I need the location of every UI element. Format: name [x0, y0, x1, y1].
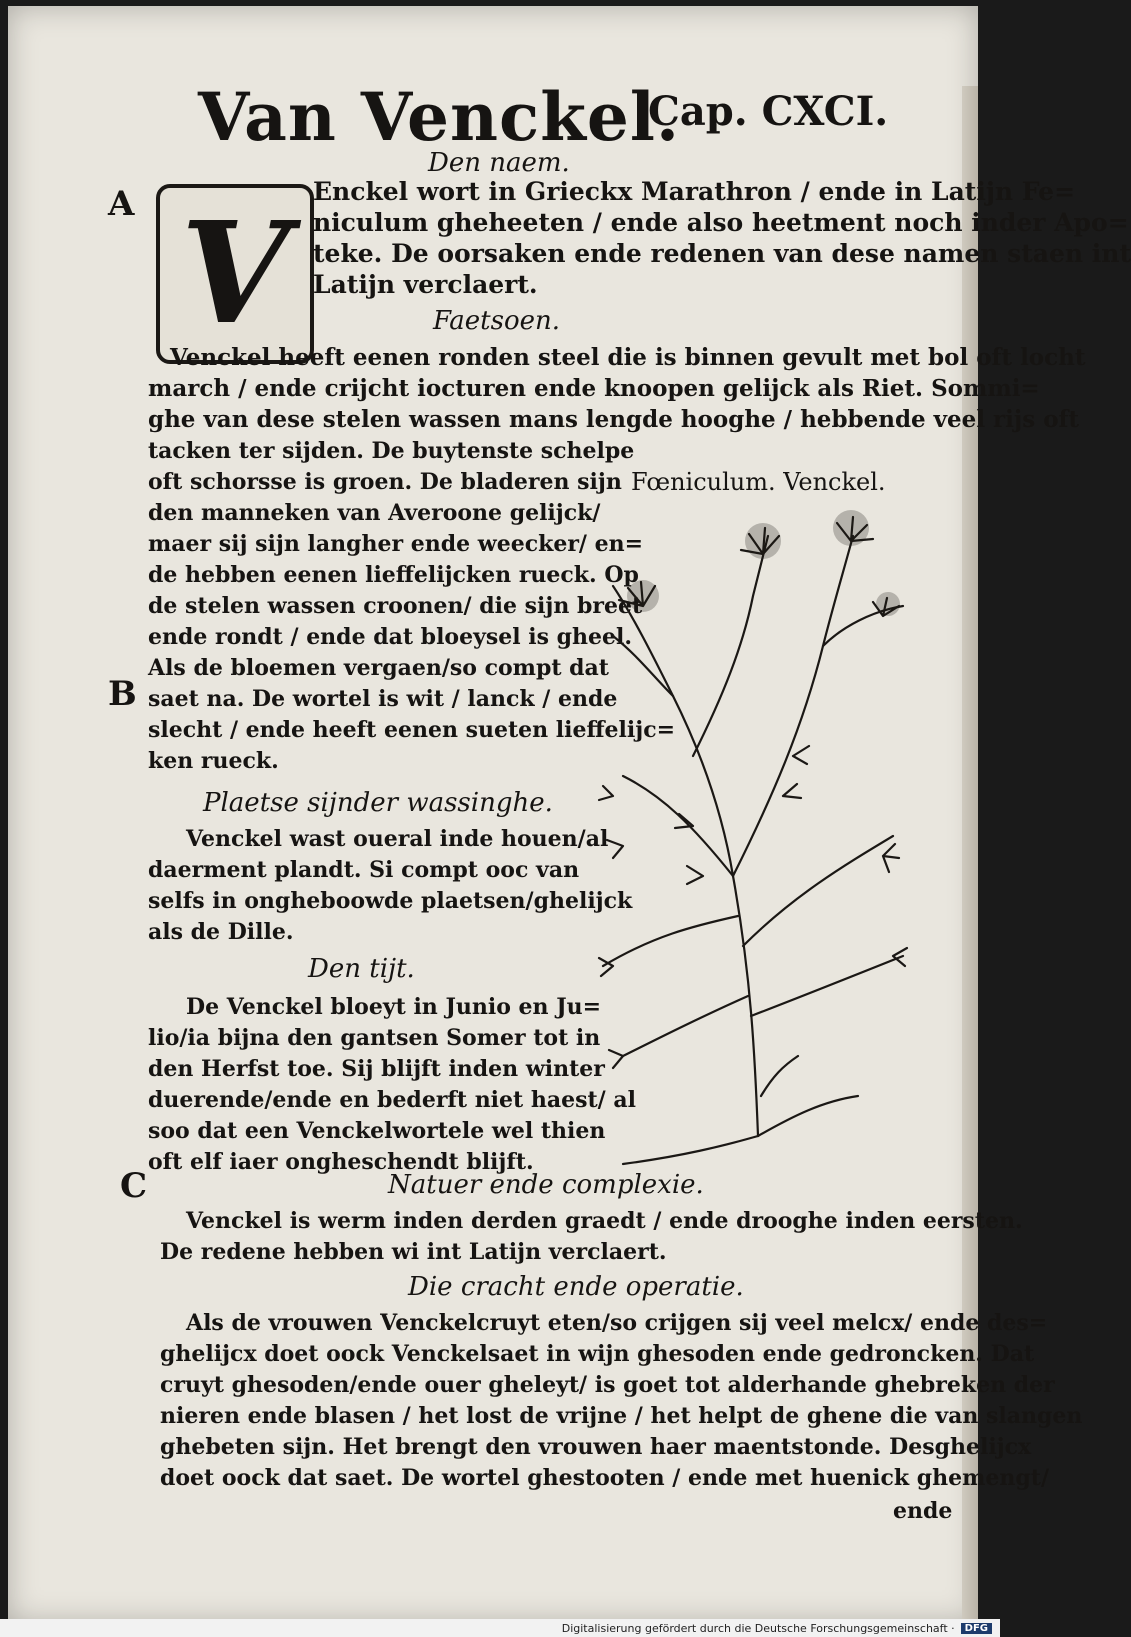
- tijt-line-4: duerende/ende en bederft niet haest/ al: [148, 1087, 636, 1113]
- faetsoen-wide-line-1: Venckel heeft eenen ronden steel die is binnen gevult met bol oft locht: [170, 344, 1086, 371]
- faetsoen-line-7: ende rondt / ende dat bloeysel is gheel.: [148, 624, 633, 650]
- faetsoen-line-1: tacken ter sijden. De buytenste schelpe: [148, 438, 635, 464]
- naem-line-4: Latijn verclaert.: [313, 270, 538, 299]
- chapter-number: Cap. CXCI.: [648, 88, 889, 135]
- tijt-line-6: oft elf iaer ongheschendt blijft.: [148, 1149, 534, 1175]
- plaetse-line-2: daerment plandt. Si compt ooc van: [148, 857, 580, 883]
- tijt-line-3: den Herfst toe. Sij blijft inden winter: [148, 1056, 605, 1082]
- margin-letter-c: C: [120, 1166, 148, 1206]
- margin-letter-a: A: [108, 184, 135, 224]
- catchword: ende: [893, 1498, 953, 1524]
- faetsoen-line-9: saet na. De wortel is wit / lanck / ende: [148, 686, 618, 712]
- plaetse-line-4: als de Dille.: [148, 919, 294, 945]
- faetsoen-line-5: de hebben eenen lieffelijcken rueck. Op: [148, 562, 639, 588]
- tijt-line-2: lio/ia bijna den gantsen Somer tot in: [148, 1025, 601, 1051]
- book-page: [8, 6, 1131, 1623]
- cracht-line-3: cruyt ghesoden/ende ouer gheleyt/ is goet tot alderhande ghebreken der: [160, 1372, 1055, 1398]
- heading-faetsoen: Faetsoen.: [433, 306, 561, 336]
- faetsoen-wide-line-2: march / ende crijcht iocturen ende knoopen gelijck als Riet. Sommi=: [148, 375, 1040, 402]
- faetsoen-line-4: maer sij sijn langher ende weecker/ en=: [148, 531, 644, 557]
- chapter-title: Van Venckel.: [198, 78, 680, 156]
- heading-tijt: Den tijt.: [308, 954, 415, 984]
- margin-letter-b: B: [108, 674, 137, 714]
- tijt-line-1: De Venckel bloeyt in Junio en Ju=: [186, 994, 602, 1020]
- heading-natuer: Natuer ende complexie.: [388, 1170, 704, 1200]
- cracht-line-1: Als de vrouwen Venckelcruyt eten/so crijgen sij veel melcx/ ende des=: [186, 1310, 1048, 1336]
- cracht-line-2: ghelijcx doet oock Venckelsaet in wijn ghesoden ende gedroncken. Dat: [160, 1341, 1035, 1367]
- fennel-woodcut-illustration: [583, 496, 923, 1176]
- footer-text: Digitalisierung gefördert durch die Deutsche Forschungsgemeinschaft ·: [561, 1621, 955, 1635]
- tijt-line-5: soo dat een Venckelwortele wel thien: [148, 1118, 606, 1144]
- plaetse-line-1: Venckel wast oueral inde houen/al: [186, 826, 609, 852]
- faetsoen-line-2: oft schorsse is groen. De bladeren sijn: [148, 469, 622, 495]
- naem-line-2: niculum gheheeten / ende also heetment noch inder Apo=: [313, 208, 1129, 237]
- faetsoen-line-10: slecht / ende heeft eenen sueten lieffelijc=: [148, 717, 676, 743]
- naem-line-3: teke. De oorsaken ende redenen van dese namen staen int: [313, 239, 1131, 268]
- faetsoen-line-8: Als de bloemen vergaen/so compt dat: [148, 655, 609, 681]
- naem-line-1: Enckel wort in Grieckx Marathron / ende in Latijn Fe=: [313, 177, 1076, 206]
- heading-plaetse: Plaetse sijnder wassinghe.: [203, 788, 553, 818]
- natuer-line-2: De redene hebben wi int Latijn verclaert.: [160, 1239, 667, 1265]
- cracht-line-5: ghebeten sijn. Het brengt den vrouwen haer maentstonde. Desghelijcx: [160, 1434, 1032, 1460]
- faetsoen-line-6: de stelen wassen croonen/ die sijn breet: [148, 593, 643, 619]
- faetsoen-wide-line-3: ghe van dese stelen wassen mans lengde hooghe / hebbende veel rijs oft: [148, 406, 1080, 433]
- figure-caption: Fœniculum. Venckel.: [631, 468, 886, 496]
- digitization-footer: [0, 1619, 1000, 1637]
- decorated-initial: [156, 184, 314, 364]
- cracht-line-4: nieren ende blasen / het lost de vrijne / het helpt de ghene die van slangen: [160, 1403, 1083, 1429]
- heading-cracht: Die cracht ende operatie.: [408, 1272, 744, 1302]
- initial-letter: V: [180, 192, 290, 356]
- heading-naem: Den naem.: [428, 148, 570, 178]
- dfg-logo: DFG: [961, 1623, 992, 1634]
- faetsoen-line-3: den manneken van Averoone gelijck/: [148, 500, 601, 526]
- cracht-line-6: doet oock dat saet. De wortel ghestooten / ende met huenick ghemengt/: [160, 1465, 1049, 1491]
- plaetse-line-3: selfs in ongheboowde plaetsen/ghelijck: [148, 888, 633, 914]
- natuer-line-1: Venckel is werm inden derden graedt / ende drooghe inden eersten.: [186, 1208, 1023, 1234]
- faetsoen-line-11: ken rueck.: [148, 748, 279, 774]
